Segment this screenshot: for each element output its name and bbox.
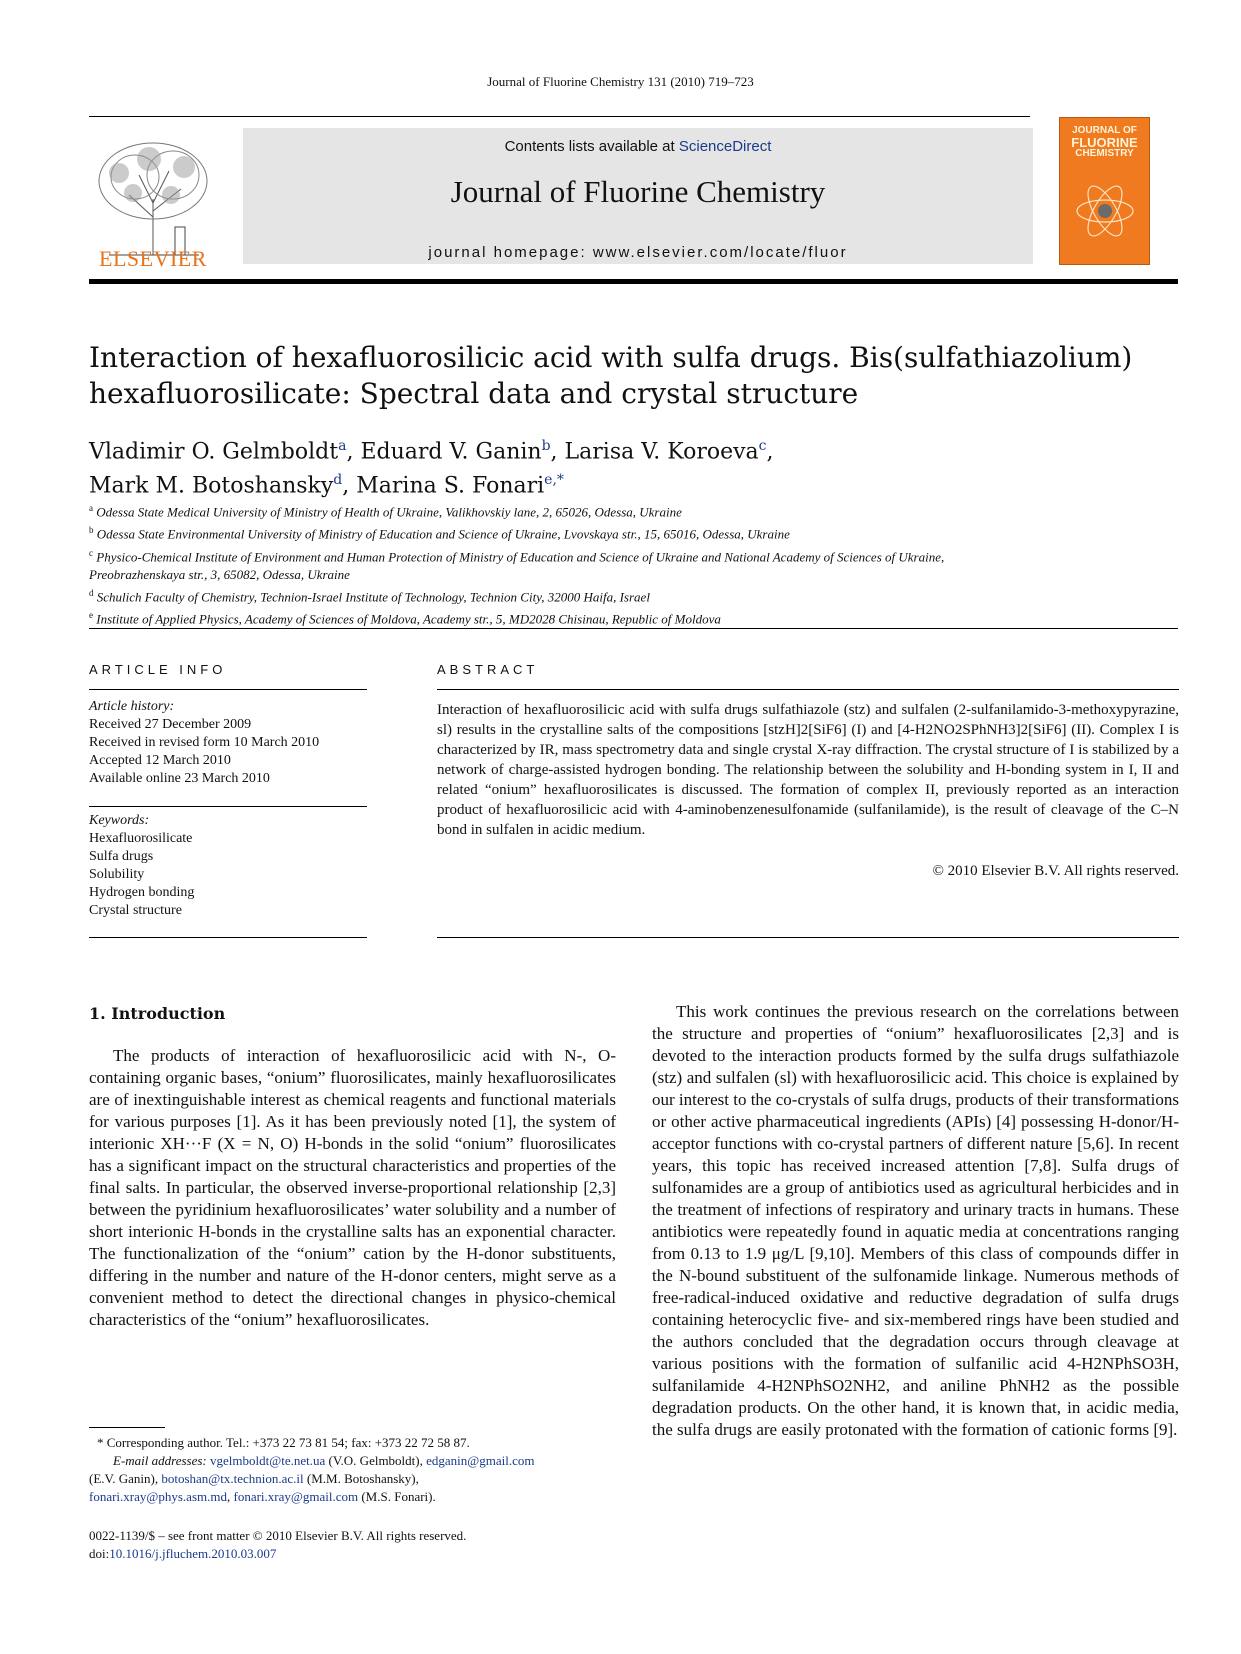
author-list [89,432,1179,501]
author-affiliation-marker[interactable]: a [338,438,347,454]
email-owner: (V.O. Gelmboldt), [325,1453,427,1468]
affiliation [89,606,1179,628]
affiliation-list [89,499,1179,629]
masthead-bottom-rule [89,279,1178,284]
keywords-label: Keywords: [89,813,150,828]
keywords [89,812,367,920]
journal-name: Journal of Fluorine Chemistry [450,174,826,209]
affiliation-key: c [89,547,93,558]
author-name: Marina S. Fonari [356,473,545,499]
author-separator: , [346,439,361,465]
keyword: Hydrogen bonding [89,885,195,900]
affiliation-key: b [89,525,94,536]
keyword: Crystal structure [89,903,182,918]
contents-availability [243,138,1033,155]
abstract-heading: ABSTRACT [437,662,539,677]
email-link[interactable]: edganin@gmail.com [426,1453,535,1468]
keyword: Solubility [89,867,145,882]
doi-prefix: doi: [89,1546,110,1561]
front-matter-line: 0022-1139/$ – see front matter © 2010 Elsevier B.V. All rights reserved. [89,1528,467,1543]
elsevier-wordmark: ELSEVIER [99,246,207,271]
affiliation [89,544,1179,566]
body-column-right [652,1001,1179,1441]
sciencedirect-link[interactable]: ScienceDirect [678,138,772,155]
corresponding-author-note: * Corresponding author. Tel.: +373 22 73 81 54; fax: +373 22 72 58 87. [97,1435,470,1450]
author-name: Eduard V. Ganin [360,439,542,465]
history-keywords-divider [89,806,367,807]
history-item: Accepted 12 March 2010 [89,753,231,768]
email-owner: (M.M. Botoshansky), [303,1471,419,1486]
history-item: Received in revised form 10 March 2010 [89,735,320,750]
abstract-copyright: © 2010 Elsevier B.V. All rights reserved. [932,863,1179,879]
email-addresses-cont [89,1488,629,1506]
affiliation [89,584,1179,606]
affiliation-key: e [89,610,93,621]
author-name: Larisa V. Koroeva [564,439,759,465]
email-link[interactable]: vgelmboldt@te.net.ua [210,1453,326,1468]
cover-title-line: CHEMISTRY [1075,148,1134,159]
affiliation-text: Odessa State Medical University of Ministry of Health of Ukraine, Valikhovskiy lane, 2, 65026, Odessa, Ukraine [96,504,682,520]
author-affiliation-marker[interactable]: d [333,472,343,489]
cover-title-line: JOURNAL OF [1072,125,1137,136]
history-item: Received 27 December 2009 [89,717,252,732]
history-label: Article history: [89,699,175,714]
article-info-rule [89,689,367,690]
footnote-rule [89,1427,165,1428]
article-title [89,340,1179,412]
contents-prefix: Contents lists available at [504,138,679,155]
journal-cover-thumbnail [1059,117,1150,265]
history-item: Available online 23 March 2010 [89,771,270,786]
keyword: Sulfa drugs [89,849,154,864]
author-name: Mark M. Botoshansky [89,473,334,499]
affiliation-key: a [89,503,93,513]
title-line: hexafluorosilicate: Spectral data and crystal structure [89,377,859,410]
email-link[interactable]: fonari.xray@gmail.com [233,1489,359,1504]
title-line: Interaction of hexafluorosilicic acid with sulfa drugs. Bis(sulfathiazolium) [89,341,1133,374]
article-info-bottom-rule [89,937,367,938]
author-name: Vladimir O. Gelmboldt [89,439,339,465]
affiliation-text: Odessa State Environmental University of Ministry of Education and Science of Ukraine, Lvovskaya str., 15, 65016, Odessa, Ukraine [96,526,790,542]
author-separator: , [766,439,774,465]
masthead-top-rule [89,116,1030,117]
email-separator: , [226,1489,234,1504]
email-owner: (M.S. Fonari). [358,1489,436,1504]
body-column-left [89,1045,616,1331]
running-head: Journal of Fluorine Chemistry 131 (2010) 719–723 [487,74,754,89]
email-addresses-cont [89,1470,629,1488]
body-paragraph: This work continues the previous research on the correlations between the structure and properties of “onium” hexafluorosilicates [2,3] and is devoted to the interaction products formed by the sulfa drugs sulfathiazole (stz) and sulfalen (sl) with hexafluorosilicic acid. This choice is explained by our interest to the co-crystals of sulfa drugs, products of their transformations or other active pharmaceutical ingredients (APIs) [4] possessing H-donor/H-acceptor functions with co-crystal partners of different nature [5,6]. In recent years, this topic has received increased attention [7,8]. Sulfa drugs of sulfonamides are a group of antibiotics used as agricultural herbicides and in the treatment of infections of respiratory and urinary tracts in humans. These antibiotics were repeatedly found in aquatic media at concentrations ranging from 0.13 to 1.9 μg/L [9,10]. Members of this class of compounds differ in the N-bound substituent of the sulfonamide linkage. Numerous methods of free-radical-induced oxidative and reductive degradation of sulfa drugs containing heterocyclic five- and six-membered rings have been studied and the authors concluded that the degradation occurs through cleavage at various positions with the formation of sulfanilic acid 4-H2NPhSO3H, sulfanilamide 4-H2NPhSO2NH2, and aniline PhNH2 as the possible degradation products. On the other hand, it is known that, in acidic media, the sulfa drugs are easily protonated with the formation of cationic forms [9]. [652,1002,1179,1439]
keyword: Hexafluorosilicate [89,831,193,846]
journal-homepage-link[interactable]: journal homepage: www.elsevier.com/locate/fluor [428,244,848,261]
author-separator: , [342,473,357,499]
author-affiliation-marker[interactable]: b [541,438,551,454]
abstract-bottom-rule [437,937,1179,938]
footnotes [89,1434,629,1506]
cover-title-line: FLUORINE [1071,135,1138,150]
affiliation [89,566,1179,584]
email-link[interactable]: botoshan@tx.technion.ac.il [161,1471,304,1486]
affiliation-divider [89,628,1178,629]
affiliation [89,521,1179,543]
doi-line [89,1545,629,1563]
abstract-text: Interaction of hexafluorosilicic acid with sulfa drugs sulfathiazole (stz) and sulfalen (2-sulfanilamido-3-methoxypyrazine, sl) results in the crystalline salts of the compositions [stzH]2[SiF6] (I) and [4-H2NO2SPhNH3]2[SiF6] (II). Complex I is characterized by IR, mass spectrometry data and single crystal X-ray diffraction. The crystal structure of I is stabilized by a network of charge-assisted hydrogen bonding. The relationship between the solubility and H-bonding system in I, II and related “onium” hexafluorosilicates is discussed. The formation of complex II, previously reported as an interaction product of hexafluorosilicic acid with 4-aminobenzenesulfonamide (sulfanilamide), is the result of cleavage of the C–N bond in sulfalen in acidic medium. [437,702,1179,838]
front-matter-info [89,1527,629,1563]
email-addresses [89,1452,629,1470]
abstract-rule [437,689,1179,690]
affiliation-text: Preobrazhenskaya str., 3, 65082, Odessa, Ukraine [89,566,350,582]
cover-title [1060,126,1149,159]
author-separator: , [550,439,565,465]
affiliation [89,499,1179,521]
email-owner: (E.V. Ganin), [89,1471,162,1486]
affiliation-key: d [89,587,94,598]
atom-icon [1072,178,1138,244]
email-label: E-mail addresses: [113,1453,211,1468]
affiliation-text: Schulich Faculty of Chemistry, Technion-Israel Institute of Technology, Technion City, 32000 Haifa, Israel [96,589,650,605]
author-affiliation-marker[interactable]: c [758,438,767,454]
body-paragraph: The products of interaction of hexafluorosilicic acid with N-, O-containing organic bases, “onium” fluorosilicates, mainly hexafluorosilicates are of inextinguishable interest as chemical reagents and functional materials for various purposes [1]. As it has been previously noted [1], the system of interionic XH···F (X = N, O) H-bonds in the solid “onium” fluorosilicates has a significant impact on the structural characteristics and properties of the final salts. In particular, the observed inverse-proportional relationship [2,3] between the pyridinium hexafluorosilicates’ water solubility and a number of short interionic H-bonds in the crystalline salts has an exponential character. The functionalization of the “onium” cation by the H-donor substituents, differing in the number and nature of the H-donor centers, might serve as a convenient method to detect the directional changes in physico-chemical characteristics of the “onium” hexafluorosilicates. [89,1046,616,1329]
affiliation-text: Institute of Applied Physics, Academy of Sciences of Moldova, Academy str., 5, MD2028 Chisinau, Republic of Moldova [96,611,721,627]
doi-link[interactable]: 10.1016/j.jfluchem.2010.03.007 [109,1546,277,1561]
journal-masthead [243,128,1033,264]
email-link[interactable]: fonari.xray@phys.asm.md [89,1489,227,1504]
article-info-heading: ARTICLE INFO [89,662,227,677]
affiliation-text: Physico-Chemical Institute of Environment and Human Protection of Ministry of Education and Science of Ukraine and National Academy of Sciences of Ukraine, [96,548,945,564]
section-heading-introduction: 1. Introduction [89,1004,226,1023]
article-history [89,698,367,788]
author-affiliation-marker[interactable]: e,* [544,472,564,489]
